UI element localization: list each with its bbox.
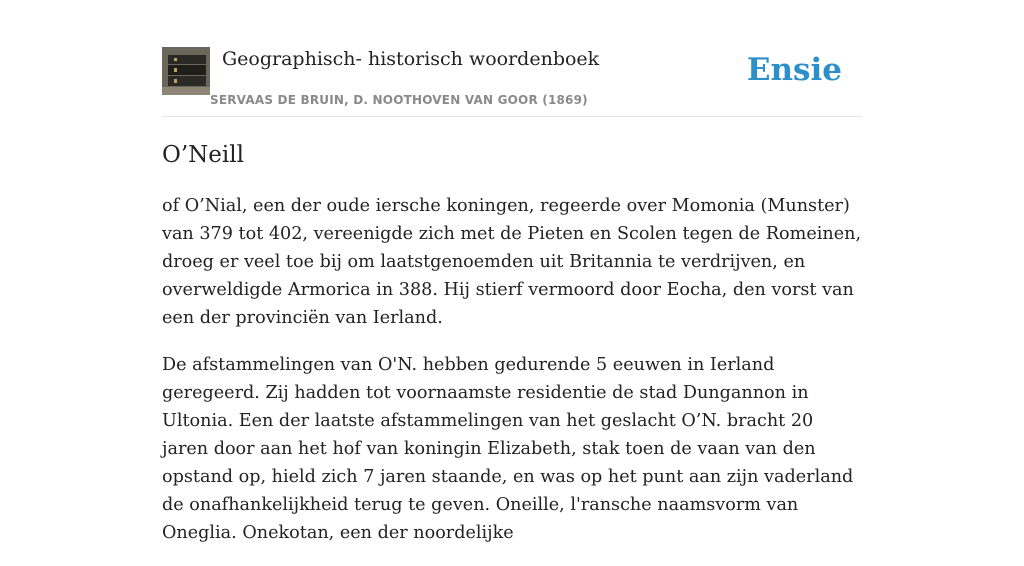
entry-title: O’Neill [162,142,244,168]
book-title[interactable]: Geographisch- historisch woordenboek [222,48,600,70]
book-authors: SERVAAS DE BRUIN, D. NOOTHOVEN VAN GOOR (1869) [210,93,588,107]
book-cover-icon [162,47,210,95]
entry-body [162,192,862,566]
entry-paragraph: De afstammelingen van O'N. hebben gedurende 5 eeuwen in Ierland geregeerd. Zij hadden tot voornaamste residentie de stad Dungannon in Ultonia. Een der laatste afstammelingen van het geslacht O’N. bracht 20 jaren door aan het hof van koningin Elizabeth, stak toen de vaan van den opstand op, hield zich 7 jaren staande, en was op het punt aan zijn vaderland de onafhankelijkheid terug te geven. Oneille, l'ransche naamsvorm van Oneglia. Onekotan, een der noordelijke [162,355,854,543]
book-header [162,46,862,117]
ensie-logo[interactable]: Ensie [746,52,842,88]
book-cover-avatar[interactable] [162,47,210,95]
entry-paragraph: of O’Nial, een der oude iersche koningen, regeerde over Momonia (Munster) van 379 tot 402, vereenigde zich met de Pieten en Scolen tegen de Romeinen, droeg er veel toe bij om laatstgenoemden uit Britannia te verdrijven, en overweldigde Armorica in 388. Hij stierf vermoord door Eocha, den vorst van een der provinciën van Ierland. [162,196,862,328]
